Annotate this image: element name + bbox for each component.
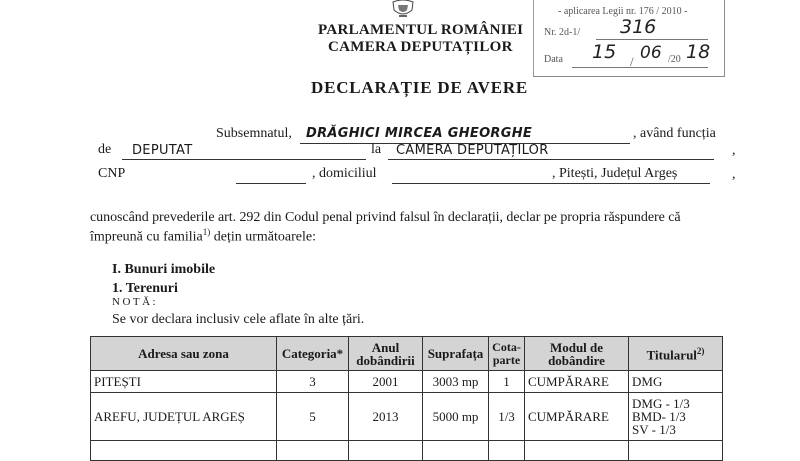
header-owner-text: Titularul bbox=[646, 347, 697, 363]
cell-share: 1/3 bbox=[489, 393, 525, 441]
declarant-name: DRĂGHICI MIRCEA GHEORGHE bbox=[306, 126, 533, 141]
stamp-date-line bbox=[572, 67, 708, 68]
stamp-day: 15 bbox=[592, 41, 617, 63]
land-table bbox=[90, 336, 723, 461]
header-share-line2: parte bbox=[492, 352, 521, 367]
stamp-date-label: Data bbox=[544, 54, 563, 65]
table-row-partial bbox=[91, 441, 723, 461]
header-year-line1: Anul bbox=[371, 339, 400, 355]
cell-owner bbox=[629, 393, 723, 441]
intro-family-text: împreună cu familia bbox=[90, 229, 203, 245]
registration-stamp bbox=[533, 0, 725, 77]
cell-mode: CUMPĂRARE bbox=[525, 371, 629, 393]
header-mode bbox=[525, 337, 629, 371]
document-title: DECLARAȚIE DE AVERE bbox=[311, 78, 529, 97]
institution-value: CAMERA DEPUTAȚILOR bbox=[396, 143, 549, 158]
header-year-line2: dobândirii bbox=[356, 352, 415, 368]
cell-address: PITEȘTI bbox=[91, 371, 277, 393]
chamber-name: CAMERA DEPUTAȚILOR bbox=[328, 39, 513, 55]
cell-category: 5 bbox=[277, 393, 349, 441]
address-value: , Pitești, Județul Argeș bbox=[552, 166, 678, 181]
section-heading: I. Bunuri imobile bbox=[112, 262, 216, 277]
intro-line-1: cunoscând prevederile art. 292 din Codul penal privind falsul în declarații, declar pe propria răspundere că bbox=[90, 210, 681, 225]
owner-share-line: DMG - 1/3 bbox=[632, 396, 690, 411]
cell-address: AREFU, JUDEȚUL ARGEȘ bbox=[91, 393, 277, 441]
cell-area: 5000 mp bbox=[423, 393, 489, 441]
stamp-law-text: - aplicarea Legii nr. 176 / 2010 - bbox=[558, 6, 688, 17]
header-category: Categoria* bbox=[277, 337, 349, 371]
function-underline bbox=[122, 159, 366, 160]
cell-owner: DMG bbox=[629, 371, 723, 393]
de-label: de bbox=[98, 142, 112, 157]
owner-share-line: SV - 1/3 bbox=[632, 422, 676, 437]
avand-functia-label: , având funcția bbox=[633, 126, 716, 141]
stamp-month: 06 bbox=[640, 43, 662, 63]
institution-underline bbox=[388, 159, 714, 160]
header-area: Suprafața bbox=[423, 337, 489, 371]
header-mode-line2: dobândire bbox=[548, 352, 605, 368]
cell-category: 3 bbox=[277, 371, 349, 393]
intro-line-2 bbox=[90, 227, 316, 246]
cnp-label: CNP bbox=[98, 166, 126, 181]
header-address: Adresa sau zona bbox=[91, 337, 277, 371]
address-line-comma: , bbox=[732, 167, 736, 182]
header-share-line1: Cota- bbox=[492, 339, 521, 354]
header-mode-line1: Modul de bbox=[549, 339, 604, 355]
cell-year: 2013 bbox=[349, 393, 423, 441]
stamp-nr-line bbox=[596, 39, 708, 40]
header-owner bbox=[629, 337, 723, 371]
stamp-nr-label: Nr. 2d-1/ bbox=[544, 27, 581, 38]
intro-footnote-ref: 1) bbox=[202, 227, 211, 237]
coat-of-arms-icon bbox=[388, 0, 418, 18]
function-value: DEPUTAT bbox=[132, 143, 193, 158]
nota-text: Se vor declara inclusiv cele aflate în alte țări. bbox=[112, 312, 365, 327]
table-row bbox=[91, 393, 723, 441]
address-underline bbox=[392, 183, 710, 184]
cell-area: 3003 mp bbox=[423, 371, 489, 393]
cell-mode: CUMPĂRARE bbox=[525, 393, 629, 441]
header-share bbox=[489, 337, 525, 371]
subsemnatul-label: Subsemnatul, bbox=[216, 126, 292, 141]
stamp-sep: / bbox=[630, 54, 634, 69]
table-header-row bbox=[91, 337, 723, 371]
function-line-comma: , bbox=[732, 143, 736, 158]
parliament-name: PARLAMENTUL ROMÂNIEI bbox=[318, 22, 524, 38]
nota-label: NOTĂ: bbox=[112, 296, 159, 308]
header-owner-sup: 2) bbox=[696, 346, 705, 357]
header-year bbox=[349, 337, 423, 371]
stamp-year-prefix: /20 bbox=[668, 54, 681, 65]
cell-share: 1 bbox=[489, 371, 525, 393]
stamp-year-suffix: 18 bbox=[686, 41, 711, 63]
owner-share-line: BMD- 1/3 bbox=[632, 409, 686, 424]
intro-holdings-text: dețin următoarele: bbox=[210, 229, 316, 245]
la-label: la bbox=[371, 142, 382, 157]
cnp-underline bbox=[236, 183, 306, 184]
subsection-heading: 1. Terenuri bbox=[112, 281, 178, 296]
cell-year: 2001 bbox=[349, 371, 423, 393]
stamp-nr-value: 316 bbox=[620, 16, 657, 38]
table-row bbox=[91, 371, 723, 393]
domiciliul-label: , domiciliul bbox=[312, 166, 377, 181]
